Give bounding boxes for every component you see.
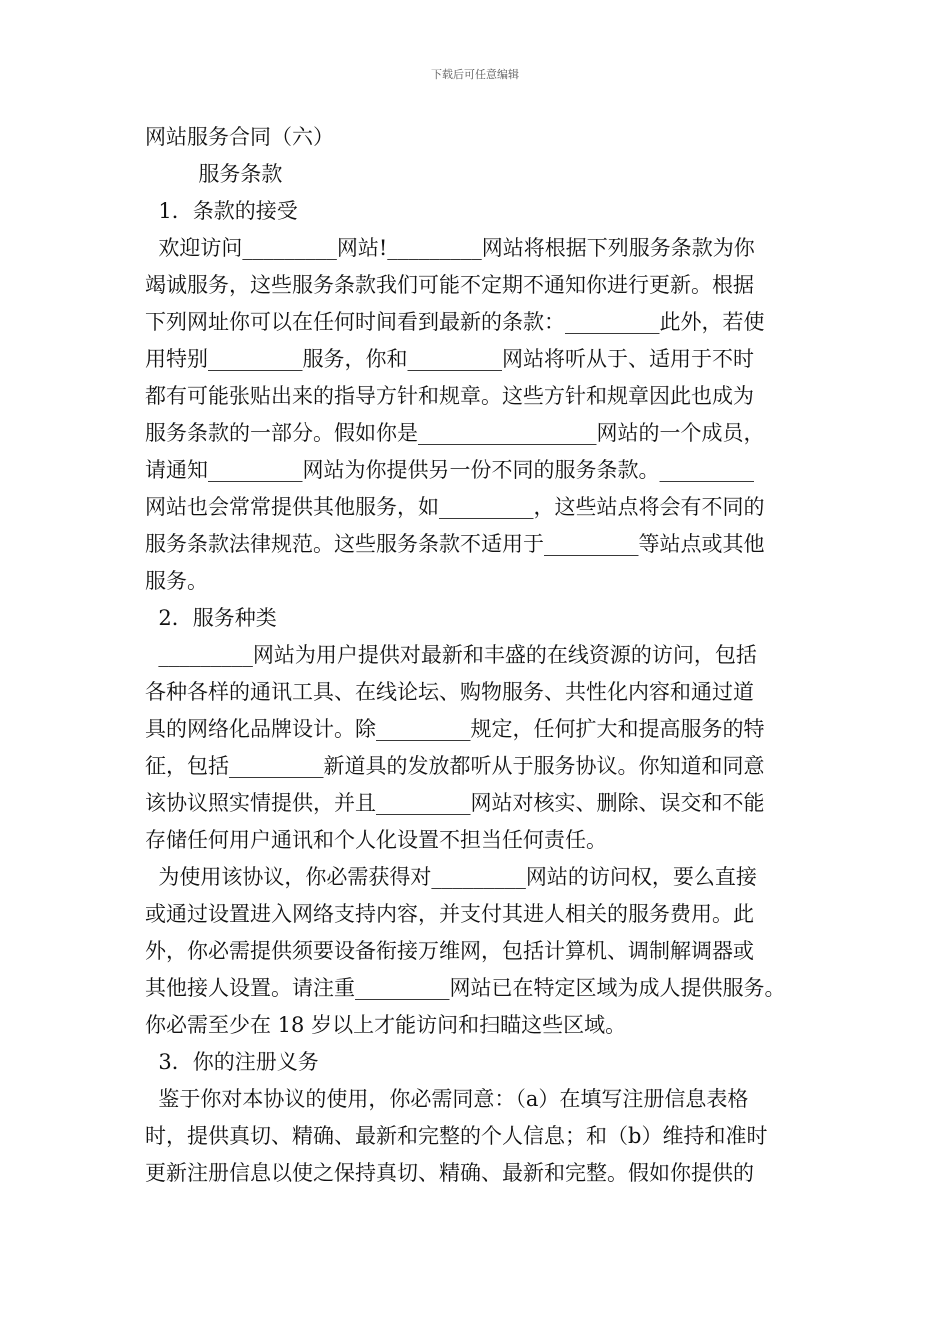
text-line: 欢迎访问_________网站!_________网站将根据下列服务条款为你: [145, 236, 755, 260]
text-line: 服务。: [145, 569, 208, 593]
text-line: 具的网络化品牌设计。除_________规定，任何扩大和提高服务的特: [145, 717, 765, 741]
text-line: 鉴于你对本协议的使用，你必需同意：（a）在填写注册信息表格: [145, 1087, 749, 1111]
clause-heading-2: 2．服务种类: [145, 606, 277, 630]
section-heading: 服务条款: [145, 162, 283, 186]
document-title: 网站服务合同（六）: [145, 125, 334, 149]
text-line: 竭诚服务，这些服务条款我们可能不定期不通知你进行更新。根据: [145, 273, 754, 297]
clause-heading-3: 3．你的注册义务: [145, 1050, 319, 1074]
text-line: 征，包括_________新道具的发放都听从于服务协议。你知道和同意: [145, 754, 765, 778]
text-line: 都有可能张贴出来的指导方针和规章。这些方针和规章因此也成为: [145, 384, 754, 408]
text-line: 下列网址你可以在任何时间看到最新的条款：_________此外，若使: [145, 310, 765, 334]
text-line: 用特别_________服务，你和_________网站将听从于、适用于不时: [145, 347, 754, 371]
text-line: 各种各样的通讯工具、在线论坛、购物服务、共性化内容和通过道: [145, 680, 754, 704]
text-line: 为使用该协议，你必需获得对_________网站的访问权，要么直接: [145, 865, 757, 889]
clause-heading-1: 1．条款的接受: [145, 199, 298, 223]
text-line: 更新注册信息以使之保持真切、精确、最新和完整。假如你提供的: [145, 1161, 754, 1185]
text-line: 请通知_________网站为你提供另一份不同的服务条款。_________: [145, 458, 754, 482]
header-note: 下载后可任意编辑: [431, 68, 519, 81]
text-line: 该协议照实情提供，并且_________网站对核实、删除、误交和不能: [145, 791, 765, 815]
text-line: 外，你必需提供须要设备衔接万维网，包括计算机、调制解调器或: [145, 939, 754, 963]
text-line: 服务条款的一部分。假如你是_________________网站的一个成员，: [145, 421, 765, 445]
text-line: 网站也会常常提供其他服务，如_________，这些站点将会有不同的: [145, 495, 765, 519]
text-line: 存储任何用户通讯和个人化设置不担当任何责任。: [145, 828, 607, 852]
text-line: 其他接人设置。请注重_________网站已在特定区域为成人提供服务。: [145, 976, 786, 1000]
text-line: 或通过设置进入网络支持内容，并支付其进人相关的服务费用。此: [145, 902, 754, 926]
text-line: 你必需至少在 18 岁以上才能访问和扫瞄这些区域。: [145, 1013, 627, 1037]
text-line: _________网站为用户提供对最新和丰盛的在线资源的访问，包括: [145, 643, 757, 667]
text-line: 服务条款法律规范。这些服务条款不适用于_________等站点或其他: [145, 532, 765, 556]
text-line: 时，提供真切、精确、最新和完整的个人信息；和（b）维持和准时: [145, 1124, 768, 1148]
